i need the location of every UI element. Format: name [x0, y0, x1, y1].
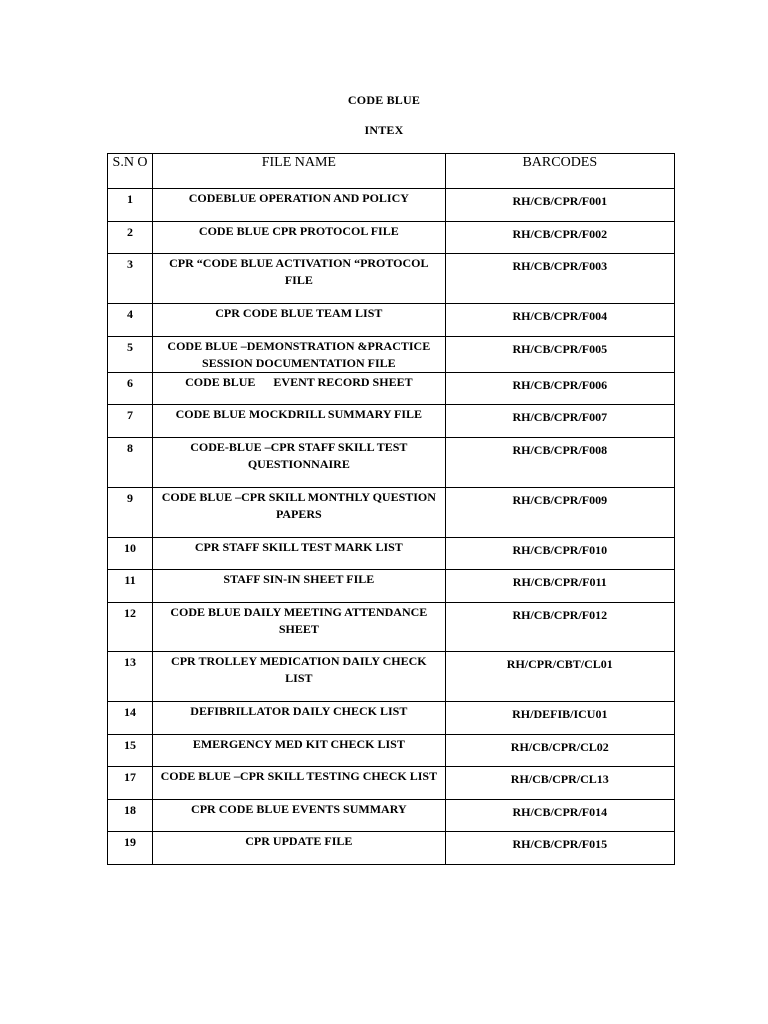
row-file-name: EMERGENCY MED KIT CHECK LIST — [153, 735, 446, 767]
table-row — [108, 652, 675, 702]
row-file-name: STAFF SIN-IN SHEET FILE — [153, 570, 446, 603]
row-file-name: CPR CODE BLUE EVENTS SUMMARY — [153, 800, 446, 832]
row-file-name: CPR STAFF SKILL TEST MARK LIST — [153, 538, 446, 570]
row-sno: 7 — [108, 405, 153, 438]
row-sno: 5 — [108, 337, 153, 373]
row-sno: 17 — [108, 767, 153, 800]
row-sno: 15 — [108, 735, 153, 767]
row-file-name: CODE BLUE –CPR SKILL MONTHLY QUESTION PAPERS — [153, 488, 446, 538]
row-barcode: RH/CB/CPR/F012 — [445, 603, 674, 652]
row-sno: 9 — [108, 488, 153, 538]
table-row — [108, 405, 675, 438]
row-file-name: CPR TROLLEY MEDICATION DAILY CHECK LIST — [153, 652, 446, 702]
table-row — [108, 800, 675, 832]
row-file-name: CPR CODE BLUE TEAM LIST — [153, 304, 446, 337]
file-index-table — [107, 153, 675, 865]
row-barcode: RH/CB/CPR/F009 — [445, 488, 674, 538]
row-file-name: DEFIBRILLATOR DAILY CHECK LIST — [153, 702, 446, 735]
row-sno: 3 — [108, 254, 153, 304]
table-row — [108, 735, 675, 767]
row-file-name: CPR “CODE BLUE ACTIVATION “PROTOCOL FILE — [153, 254, 446, 304]
row-barcode: RH/CB/CPR/F003 — [445, 254, 674, 304]
row-file-name: CPR UPDATE FILE — [153, 832, 446, 865]
row-sno: 4 — [108, 304, 153, 337]
table-row — [108, 304, 675, 337]
row-file-name: CODE BLUE CPR PROTOCOL FILE — [153, 222, 446, 254]
header-sno-label: S.N O — [112, 155, 148, 170]
table-row — [108, 438, 675, 488]
row-sno: 13 — [108, 652, 153, 702]
document-subtitle: INTEX — [364, 123, 404, 137]
row-file-name: CODE BLUE –DEMONSTRATION &PRACTICE SESSION DOCUMENTATION FILE — [153, 337, 446, 373]
row-barcode: RH/CB/CPR/F008 — [445, 438, 674, 488]
row-barcode: RH/CB/CPR/F014 — [445, 800, 674, 832]
row-sno: 14 — [108, 702, 153, 735]
row-barcode: RH/CB/CPR/F001 — [445, 189, 674, 222]
header-file-name: FILE NAME — [153, 154, 446, 189]
header-sno — [108, 154, 153, 189]
row-file-name: CODE BLUE EVENT RECORD SHEET — [153, 373, 446, 405]
row-sno: 18 — [108, 800, 153, 832]
table-row — [108, 373, 675, 405]
table-row — [108, 538, 675, 570]
row-barcode: RH/CB/CPR/F007 — [445, 405, 674, 438]
row-sno: 8 — [108, 438, 153, 488]
row-sno: 19 — [108, 832, 153, 865]
row-barcode: RH/CB/CPR/F015 — [445, 832, 674, 865]
row-sno: 1 — [108, 189, 153, 222]
table-body — [108, 189, 675, 865]
row-sno: 11 — [108, 570, 153, 603]
table-row — [108, 603, 675, 652]
row-barcode: RH/CPR/CBT/CL01 — [445, 652, 674, 702]
table-row — [108, 337, 675, 373]
row-file-name: CODE BLUE MOCKDRILL SUMMARY FILE — [153, 405, 446, 438]
row-sno: 12 — [108, 603, 153, 652]
table-row — [108, 222, 675, 254]
row-barcode: RH/CB/CPR/F011 — [445, 570, 674, 603]
row-sno: 2 — [108, 222, 153, 254]
header-barcodes: BARCODES — [445, 154, 674, 189]
table-row — [108, 767, 675, 800]
row-barcode: RH/CB/CPR/F005 — [445, 337, 674, 373]
row-barcode: RH/CB/CPR/CL13 — [445, 767, 674, 800]
row-sno: 10 — [108, 538, 153, 570]
table-header-row — [108, 154, 675, 189]
row-barcode: RH/CB/CPR/F002 — [445, 222, 674, 254]
row-barcode: RH/CB/CPR/F004 — [445, 304, 674, 337]
row-barcode: RH/CB/CPR/F006 — [445, 373, 674, 405]
table-row — [108, 189, 675, 222]
row-barcode: RH/CB/CPR/F010 — [445, 538, 674, 570]
row-barcode: RH/CB/CPR/CL02 — [445, 735, 674, 767]
table-row — [108, 488, 675, 538]
table-row — [108, 702, 675, 735]
row-file-name: CODE BLUE –CPR SKILL TESTING CHECK LIST — [153, 767, 446, 800]
row-file-name: CODE-BLUE –CPR STAFF SKILL TEST QUESTIONNAIRE — [153, 438, 446, 488]
row-sno: 6 — [108, 373, 153, 405]
row-file-name: CODE BLUE DAILY MEETING ATTENDANCE SHEET — [153, 603, 446, 652]
document-title: CODE BLUE — [347, 93, 421, 107]
row-file-name: CODEBLUE OPERATION AND POLICY — [153, 189, 446, 222]
row-barcode: RH/DEFIB/ICU01 — [445, 702, 674, 735]
table-row — [108, 254, 675, 304]
table-row — [108, 832, 675, 865]
table-row — [108, 570, 675, 603]
